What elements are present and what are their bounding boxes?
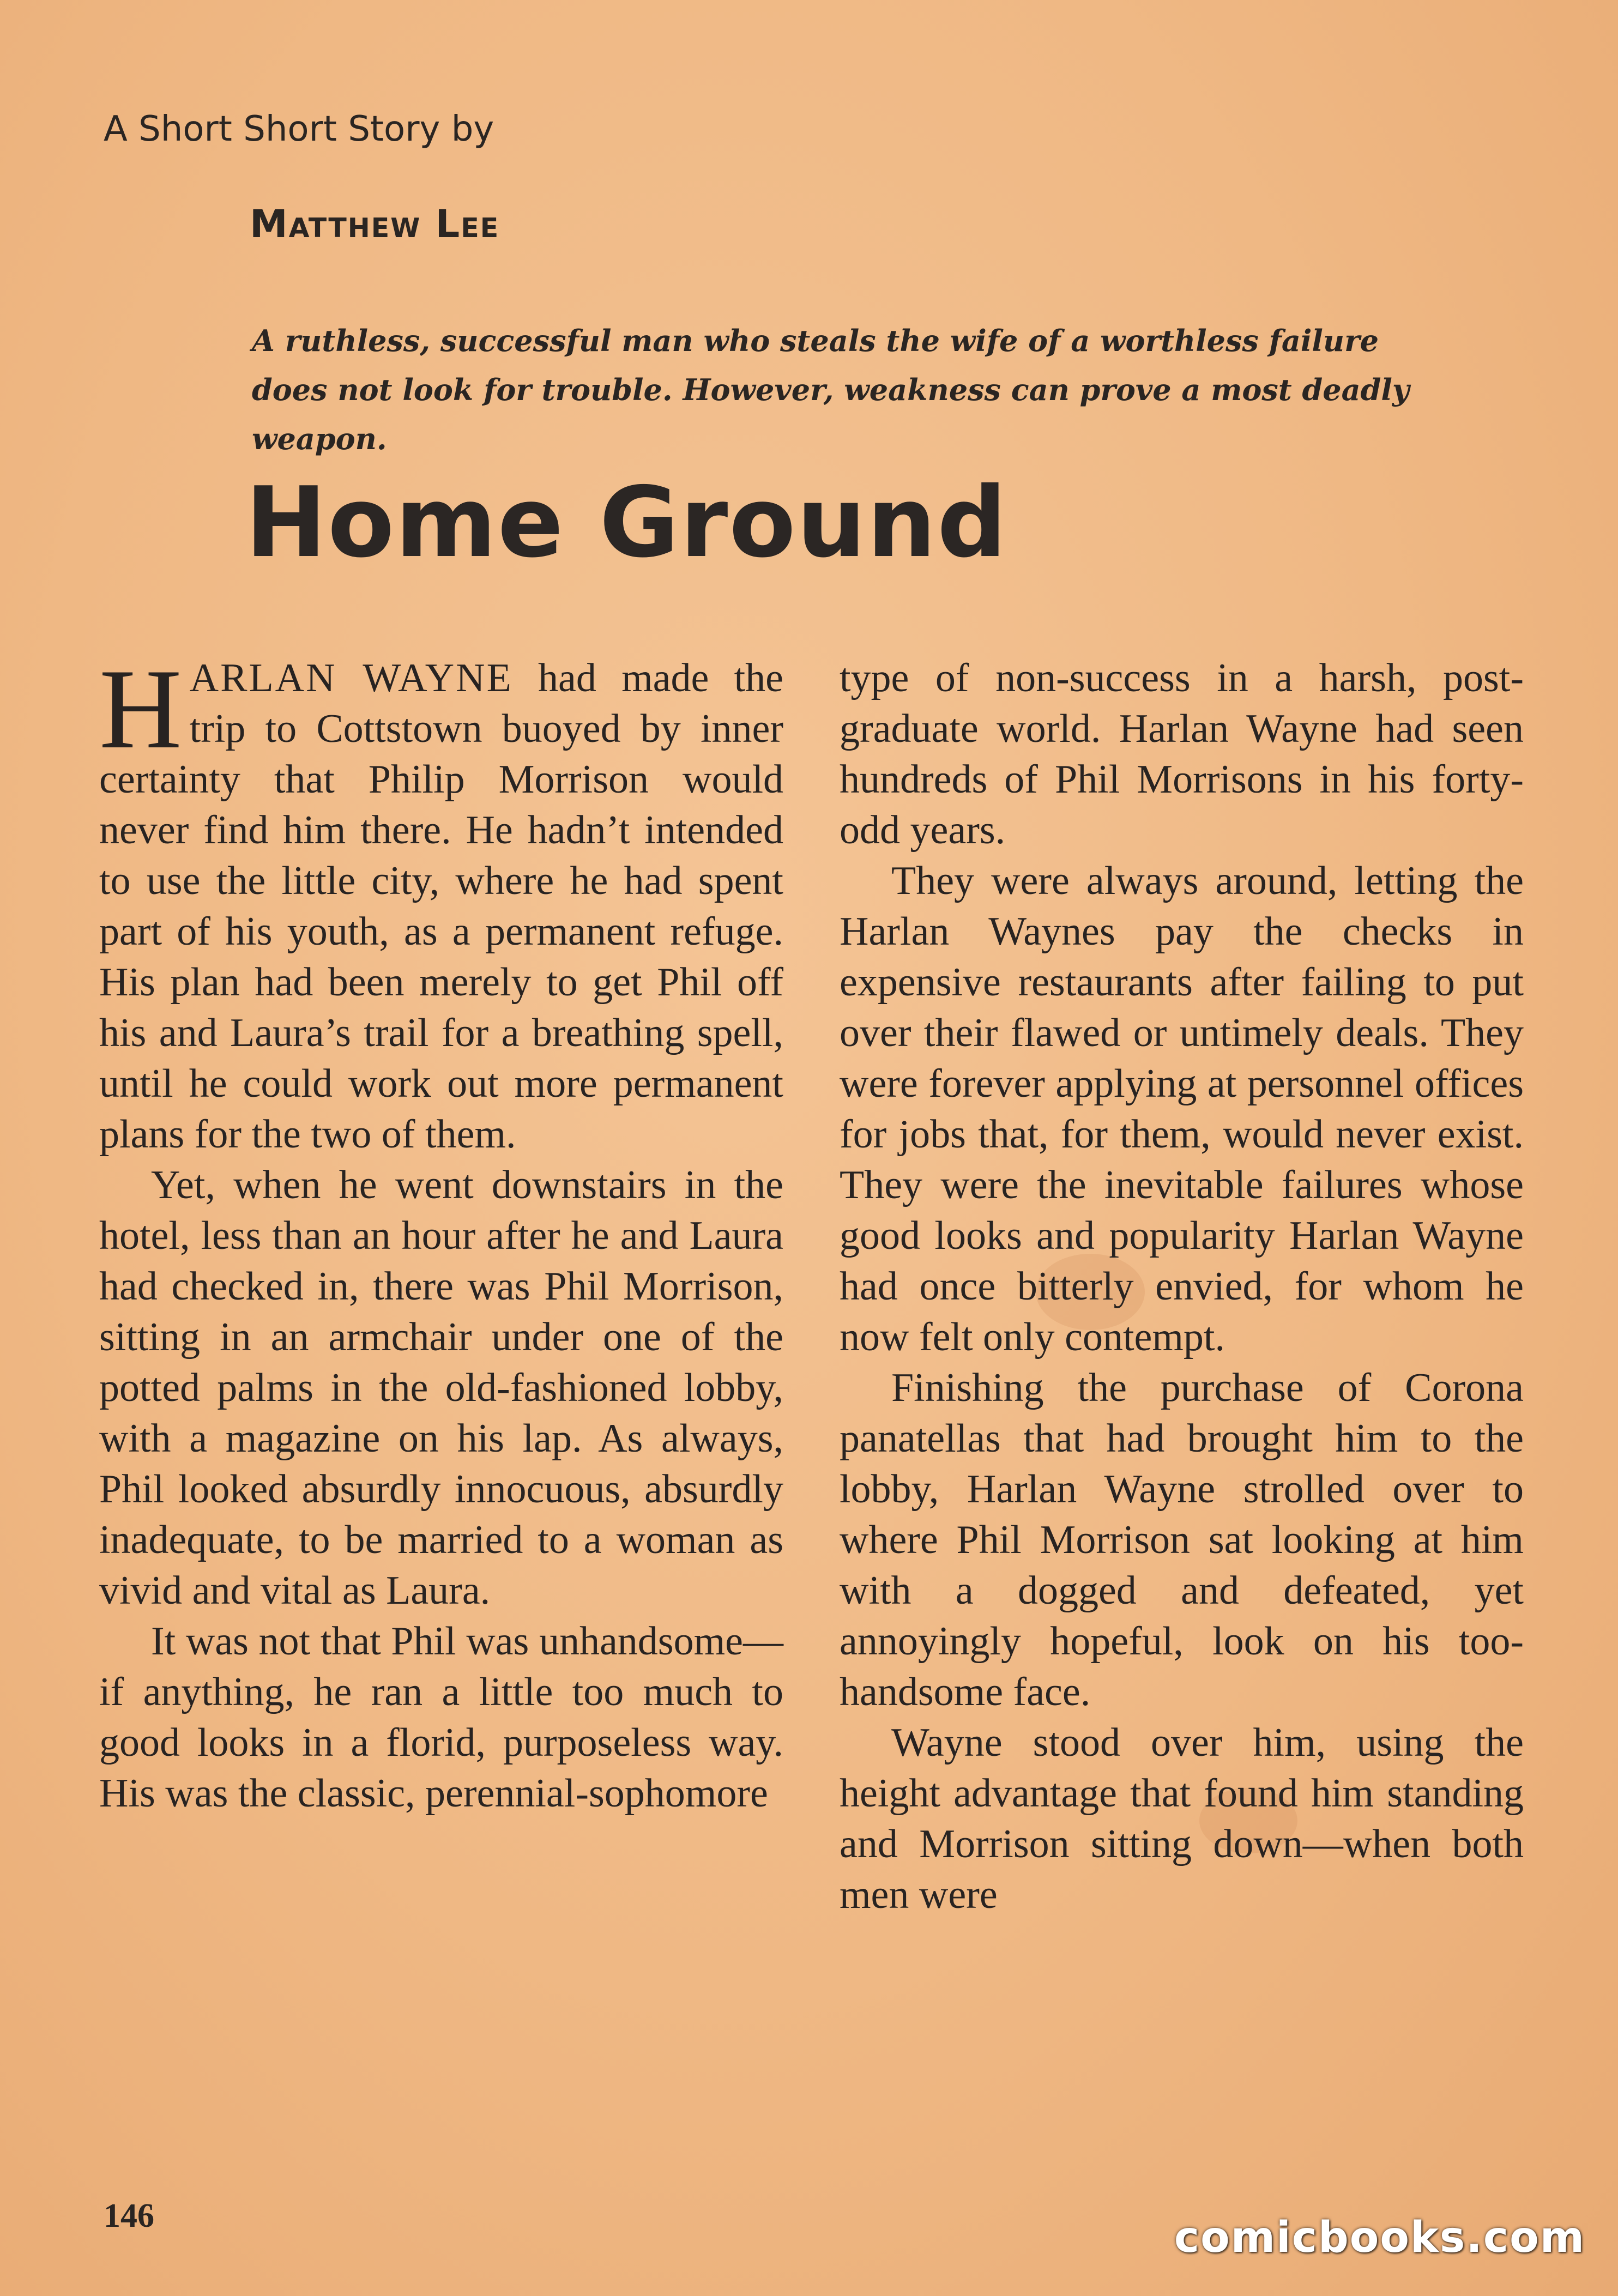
- paragraph: They were always around, letting the Harlan Waynes pay the checks in expensive restaurants after failing to put over their flawed or untimely deals. They were forever applying at personnel offices for jobs that, for them, would never exist. They were the inevitable failures whose good looks and popularity Harlan Wayne had once bitterly envied, for whom he now felt only contempt.: [840, 859, 1524, 1360]
- story-blurb: A ruthless, successful man who steals the wife of a worthless failure does not look for trouble. However, weakness can prove a most deadly weapon.: [252, 323, 1410, 456]
- lead-in-caps: ARLAN WAYNE: [189, 656, 513, 700]
- right-column: [840, 653, 1524, 1920]
- paragraph: Yet, when he went downstairs in the hotel, less than an hour after he and Laura had checked in, there was Phil Morrison, sitting in an armchair under one of the potted palms in the old-fashioned lobby, with a magazine on his lap. As always, Phil looked absurdly innocuous, absurdly inadequate, to be married to a woman as vivid and vital as Laura.: [99, 1163, 783, 1613]
- paragraph: [99, 646, 784, 1160]
- drop-cap: H: [99, 646, 182, 772]
- paragraph: It was not that Phil was unhandsome—if anything, he ran a little too much to good looks in a florid, purposeless way. His was the classic, perennial-sophomore: [99, 1619, 783, 1816]
- left-column: [99, 646, 784, 1819]
- paragraph: Finishing the purchase of Corona panatellas that had brought him to the lobby, Harlan Wayne strolled over to where Phil Morrison sat looking at him with a dogged and defeated, yet annoyingly hopeful, look on his too-handsome face.: [840, 1365, 1524, 1714]
- watermark: comicbooks.com: [1174, 2213, 1585, 2262]
- story-title: Home Ground: [245, 466, 1008, 579]
- paragraph: Wayne stood over him, using the height advantage that found him standing and Morrison sitting down—when both men were: [840, 1720, 1524, 1917]
- paragraph-continued: type of non-success in a harsh, post-graduate world. Harlan Wayne had seen hundreds of Phil Morrisons in his forty-odd years.: [840, 656, 1524, 853]
- page-number: 146: [104, 2197, 154, 2234]
- paragraph-text: had made the trip to Cottstown buoyed by inner certainty that Philip Morrison would never find him there. He hadn’t intended to use the little city, where he had spent part of his youth, as a permanent refuge. His plan had been merely to get Phil off his and Laura’s trail for a breathing spell, until he could work out more permanent plans for the two of them.: [99, 656, 784, 1157]
- byline: A Short Short Story by: [104, 109, 494, 149]
- author-name: Matthew Lee: [250, 202, 500, 246]
